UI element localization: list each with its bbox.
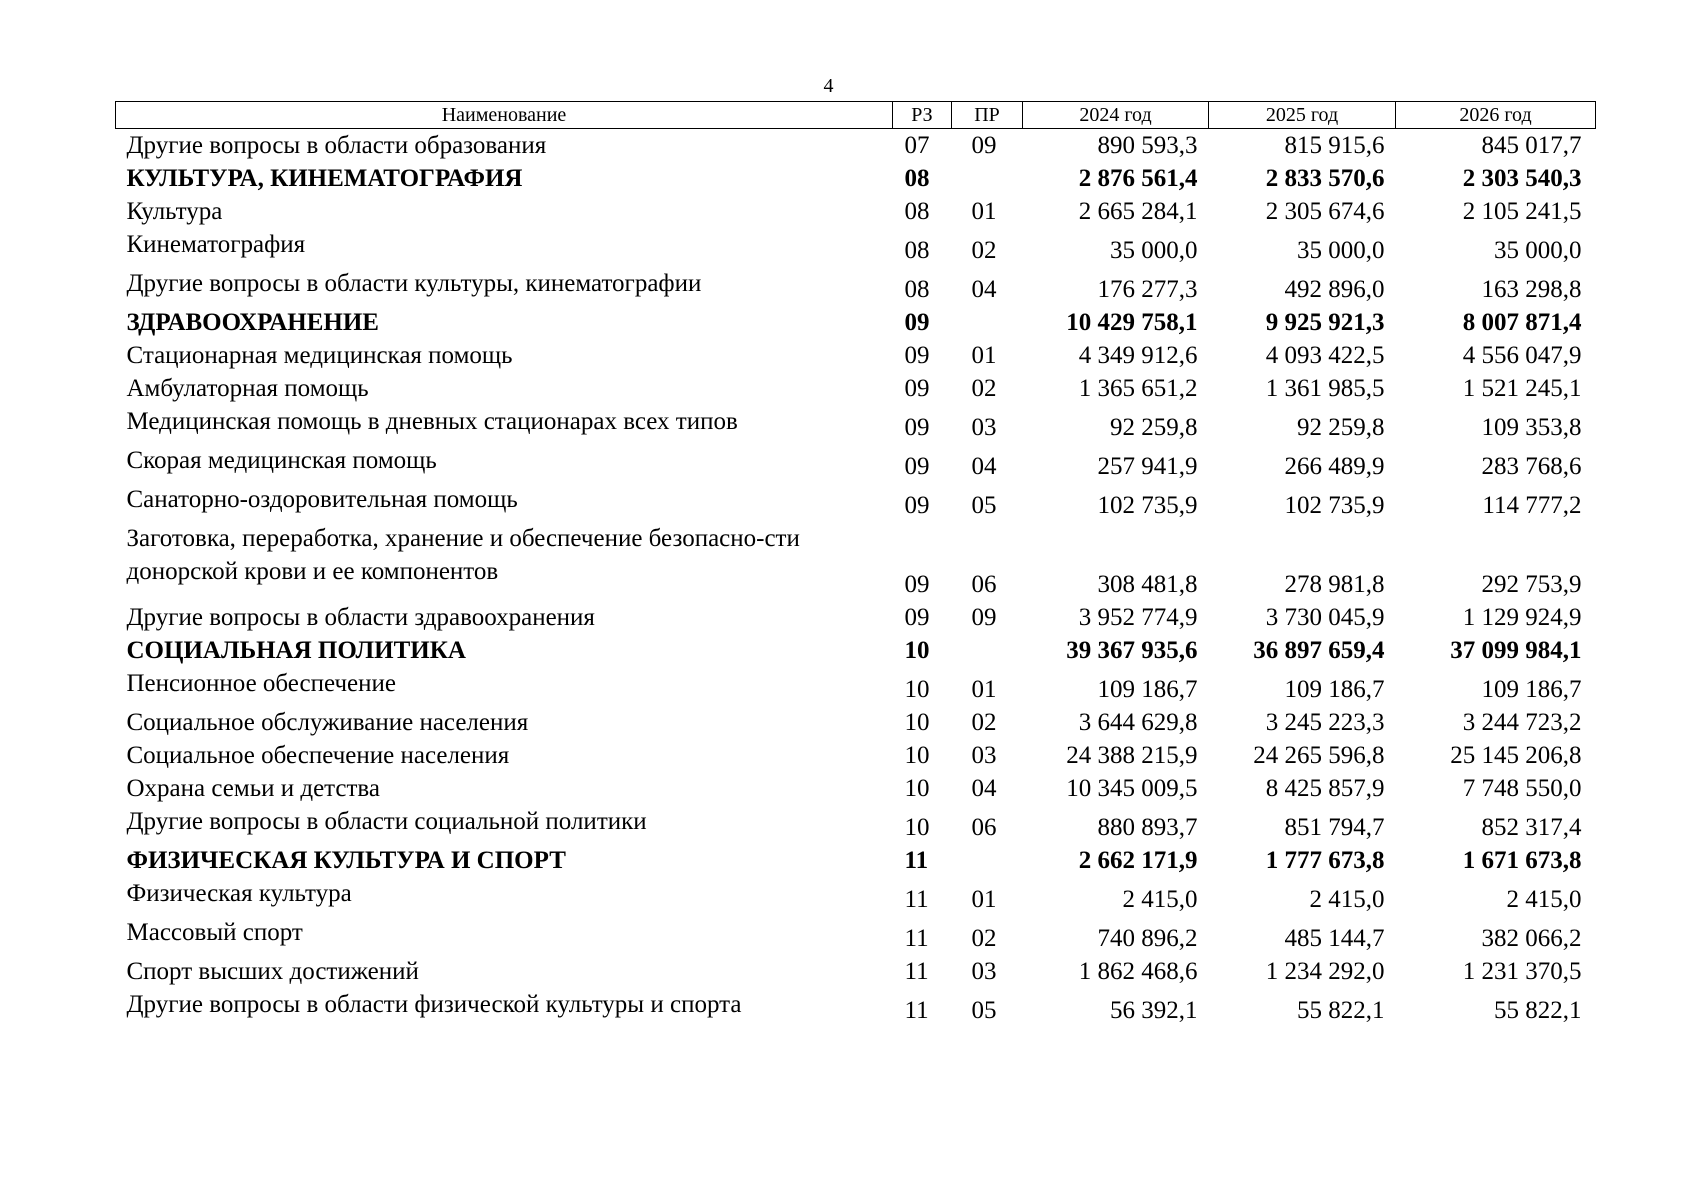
row-name: Другие вопросы в области физической культуры и спорта: [126, 991, 742, 1018]
row-pr: 01: [971, 198, 997, 225]
row-2026: 283 768,6: [1481, 453, 1582, 480]
row-rz: 10: [904, 637, 930, 664]
table-row: [116, 228, 1596, 267]
row-2025: 102 735,9: [1284, 492, 1385, 519]
row-2025: 2 305 674,6: [1265, 198, 1385, 225]
row-name: Пенсионное обеспечение: [126, 670, 396, 697]
row-pr: 03: [971, 742, 997, 769]
header-2025: 2025 год: [1209, 102, 1396, 129]
row-rz: 09: [904, 604, 930, 631]
row-2025: 1 777 673,8: [1265, 847, 1385, 874]
row-pr: 05: [971, 997, 997, 1024]
table-row: [116, 916, 1596, 955]
row-2025: 9 925 921,3: [1265, 309, 1385, 336]
row-2024: 2 415,0: [1122, 886, 1198, 913]
row-2024: 2 662 171,9: [1078, 847, 1198, 874]
row-name: ФИЗИЧЕСКАЯ КУЛЬТУРА И СПОРТ: [126, 847, 566, 874]
row-2026: 292 753,9: [1481, 571, 1582, 598]
row-2025: 3 245 223,3: [1265, 709, 1385, 736]
row-rz: 11: [904, 958, 929, 985]
table-row: [116, 339, 1596, 372]
row-2025: 278 981,8: [1284, 571, 1385, 598]
row-pr: 02: [971, 375, 997, 402]
row-name: Массовый спорт: [126, 919, 303, 946]
section-row: [116, 306, 1596, 339]
row-rz: 10: [904, 709, 930, 736]
row-2025: 109 186,7: [1284, 676, 1385, 703]
table-row: [116, 739, 1596, 772]
row-2025: 35 000,0: [1297, 237, 1385, 264]
row-2026: 55 822,1: [1494, 997, 1582, 1024]
table-row: [116, 522, 1596, 601]
table-row: [116, 772, 1596, 805]
row-pr: 09: [971, 132, 997, 159]
row-2026: 109 353,8: [1481, 414, 1582, 441]
row-2026: 852 317,4: [1481, 814, 1582, 841]
row-pr: 05: [971, 492, 997, 519]
row-rz: 08: [904, 276, 930, 303]
row-name: Физическая культура: [126, 880, 352, 907]
row-pr: [952, 634, 1023, 667]
row-2025: 1 361 985,5: [1265, 375, 1385, 402]
header-2024: 2024 год: [1023, 102, 1209, 129]
row-name: Социальное обеспечение населения: [126, 742, 510, 769]
row-pr: 02: [971, 709, 997, 736]
row-name: ЗДРАВООХРАНЕНИЕ: [126, 309, 379, 336]
row-name: Охрана семьи и детства: [126, 775, 380, 802]
row-2024: 3 952 774,9: [1078, 604, 1198, 631]
row-rz: 09: [904, 492, 930, 519]
row-2025: 815 915,6: [1284, 132, 1385, 159]
row-2024: 308 481,8: [1097, 571, 1198, 598]
row-name: Социальное обслуживание населения: [126, 709, 529, 736]
row-pr: [952, 162, 1023, 195]
row-pr: 04: [971, 453, 997, 480]
row-2024: 35 000,0: [1110, 237, 1198, 264]
row-2026: 163 298,8: [1481, 276, 1582, 303]
row-pr: 09: [971, 604, 997, 631]
row-name: Другие вопросы в области социальной политики: [126, 808, 647, 835]
row-2024: 257 941,9: [1097, 453, 1198, 480]
row-2026: 1 231 370,5: [1462, 958, 1582, 985]
budget-table: [115, 101, 1596, 1027]
row-2024: 24 388 215,9: [1066, 742, 1198, 769]
row-rz: 09: [904, 309, 930, 336]
row-2025: 3 730 045,9: [1265, 604, 1385, 631]
table-row: [116, 483, 1596, 522]
row-2024: 4 349 912,6: [1078, 342, 1198, 369]
row-rz: 08: [904, 198, 930, 225]
row-pr: 04: [971, 276, 997, 303]
row-2026: 382 066,2: [1481, 925, 1582, 952]
row-2024: 109 186,7: [1097, 676, 1198, 703]
row-2024: 740 896,2: [1097, 925, 1198, 952]
row-2025: 1 234 292,0: [1265, 958, 1385, 985]
row-name: Кинематография: [126, 231, 306, 258]
row-2024: 10 429 758,1: [1066, 309, 1198, 336]
row-2024: 2 665 284,1: [1078, 198, 1198, 225]
row-name: Стационарная медицинская помощь: [126, 342, 513, 369]
row-rz: 11: [904, 925, 929, 952]
row-2024: 102 735,9: [1097, 492, 1198, 519]
row-2026: 1 671 673,8: [1462, 847, 1582, 874]
row-name: Скорая медицинская помощь: [126, 447, 437, 474]
table-row: [116, 444, 1596, 483]
row-2024: 3 644 629,8: [1078, 709, 1198, 736]
row-pr: 01: [971, 342, 997, 369]
row-2024: 890 593,3: [1097, 132, 1198, 159]
row-2025: 266 489,9: [1284, 453, 1385, 480]
row-2024: 880 893,7: [1097, 814, 1198, 841]
row-pr: 01: [971, 886, 997, 913]
row-2024: 56 392,1: [1110, 997, 1198, 1024]
page-number: 4: [823, 75, 834, 97]
row-2025: 2 833 570,6: [1265, 165, 1385, 192]
row-name: КУЛЬТУРА, КИНЕМАТОГРАФИЯ: [126, 165, 523, 192]
row-2026: 2 303 540,3: [1462, 165, 1582, 192]
row-pr: [952, 844, 1023, 877]
row-2026: 7 748 550,0: [1462, 775, 1582, 802]
row-2026: 4 556 047,9: [1462, 342, 1582, 369]
table-header: [116, 102, 1596, 129]
row-rz: 09: [904, 375, 930, 402]
row-rz: 09: [904, 414, 930, 441]
row-name: СОЦИАЛЬНАЯ ПОЛИТИКА: [126, 637, 466, 664]
row-pr: 06: [971, 814, 997, 841]
row-2025: 8 425 857,9: [1265, 775, 1385, 802]
row-2025: 55 822,1: [1297, 997, 1385, 1024]
header-rz: РЗ: [893, 102, 952, 129]
row-2025: 2 415,0: [1309, 886, 1385, 913]
row-name: Другие вопросы в области образования: [126, 132, 547, 159]
header-pr: ПР: [952, 102, 1023, 129]
row-name: Спорт высших достижений: [126, 958, 419, 985]
row-rz: 10: [904, 742, 930, 769]
row-pr: 02: [971, 925, 997, 952]
row-2024: 1 365 651,2: [1078, 375, 1198, 402]
table-row: [116, 372, 1596, 405]
row-name: Культура: [126, 198, 223, 225]
table-row: [116, 877, 1596, 916]
row-rz: 08: [904, 165, 930, 192]
row-2025: 851 794,7: [1284, 814, 1385, 841]
row-2026: 1 521 245,1: [1462, 375, 1582, 402]
row-2025: 492 896,0: [1284, 276, 1385, 303]
row-rz: 09: [904, 571, 930, 598]
table-row: [116, 129, 1596, 163]
row-2026: 845 017,7: [1481, 132, 1582, 159]
row-2026: 109 186,7: [1481, 676, 1582, 703]
header-name: Наименование: [116, 102, 893, 129]
table-row: [116, 706, 1596, 739]
table-row: [116, 405, 1596, 444]
table-row: [116, 955, 1596, 988]
section-row: [116, 162, 1596, 195]
row-2026: 8 007 871,4: [1462, 309, 1582, 336]
row-name: Другие вопросы в области здравоохранения: [126, 604, 595, 631]
row-2024: 1 862 468,6: [1078, 958, 1198, 985]
row-pr: 06: [971, 571, 997, 598]
row-pr: 03: [971, 414, 997, 441]
table-row: [116, 601, 1596, 634]
row-name: Санаторно-оздоровительная помощь: [126, 486, 518, 513]
row-2024: 2 876 561,4: [1078, 165, 1198, 192]
row-rz: 09: [904, 453, 930, 480]
row-2024: 39 367 935,6: [1066, 637, 1198, 664]
table-row: [116, 195, 1596, 228]
row-2026: 35 000,0: [1494, 237, 1582, 264]
row-rz: 08: [904, 237, 930, 264]
row-pr: [952, 306, 1023, 339]
row-2025: 92 259,8: [1297, 414, 1385, 441]
row-rz: 07: [904, 132, 930, 159]
section-row: [116, 844, 1596, 877]
row-2026: 25 145 206,8: [1450, 742, 1582, 769]
row-name: Заготовка, переработка, хранение и обеспечение безопасно-сти донорской крови и ее компонентов: [126, 525, 800, 585]
row-pr: 01: [971, 676, 997, 703]
table-body: [116, 129, 1596, 1028]
row-rz: 10: [904, 676, 930, 703]
row-2024: 92 259,8: [1110, 414, 1198, 441]
row-pr: 04: [971, 775, 997, 802]
row-name: Амбулаторная помощь: [126, 375, 369, 402]
row-pr: 03: [971, 958, 997, 985]
row-2024: 176 277,3: [1097, 276, 1198, 303]
row-2026: 37 099 984,1: [1450, 637, 1582, 664]
row-2026: 2 105 241,5: [1462, 198, 1582, 225]
row-2026: 2 415,0: [1506, 886, 1582, 913]
row-rz: 09: [904, 342, 930, 369]
header-2026: 2026 год: [1396, 102, 1596, 129]
table-row: [116, 805, 1596, 844]
row-rz: 11: [904, 886, 929, 913]
row-2026: 3 244 723,2: [1462, 709, 1582, 736]
row-rz: 11: [904, 847, 929, 874]
row-2025: 485 144,7: [1284, 925, 1385, 952]
section-row: [116, 634, 1596, 667]
row-2025: 36 897 659,4: [1253, 637, 1385, 664]
row-pr: 02: [971, 237, 997, 264]
row-name: Другие вопросы в области культуры, кинематографии: [126, 270, 702, 297]
row-rz: 11: [904, 997, 929, 1024]
table-row: [116, 988, 1596, 1027]
row-2026: 114 777,2: [1482, 492, 1582, 519]
row-2025: 24 265 596,8: [1253, 742, 1385, 769]
row-2025: 4 093 422,5: [1265, 342, 1385, 369]
table-row: [116, 667, 1596, 706]
row-2026: 1 129 924,9: [1462, 604, 1582, 631]
row-name: Медицинская помощь в дневных стационарах всех типов: [126, 408, 738, 435]
row-rz: 10: [904, 814, 930, 841]
row-2024: 10 345 009,5: [1066, 775, 1198, 802]
table-row: [116, 267, 1596, 306]
row-rz: 10: [904, 775, 930, 802]
